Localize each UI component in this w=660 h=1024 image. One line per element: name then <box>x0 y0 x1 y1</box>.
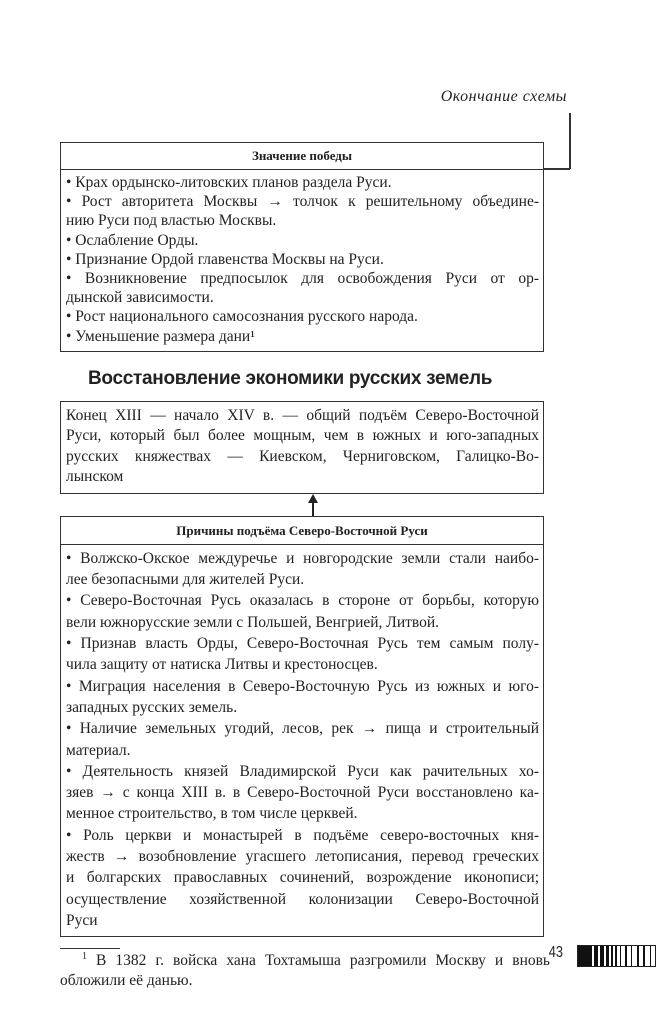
list-item <box>66 590 539 633</box>
list-item <box>66 761 539 825</box>
text-line: • Возникновение предпосылок для освобождения Руси от ор- <box>66 270 539 288</box>
box-title: Причины подъёма Северо-Восточной Руси <box>61 517 543 545</box>
continuation-label: Окончание схемы <box>440 88 567 105</box>
text-line: • Признав власть Орды, Северо-Восточная Русь тем самым полу- <box>66 635 539 653</box>
list-item <box>66 327 539 346</box>
text-line: • Признание Ордой главенства Москвы на Руси. <box>66 250 384 268</box>
list-item <box>66 269 539 307</box>
footnote-rule <box>60 948 120 949</box>
list-item <box>66 633 539 676</box>
text-line: • Ослабление Орды. <box>66 231 199 249</box>
text-line: • Деятельность князей Владимирской Руси как рачительных хо- <box>66 762 539 780</box>
text-line: • Миграция населения в Северо-Восточную Русь из южных и юго- <box>66 677 539 695</box>
text-line: Конец XIII — начало XIV в. — общий подъём Северо-Восточной <box>66 406 539 424</box>
paragraph <box>66 406 539 488</box>
text-line: и болгарских православных сочинений, возрождение иконописи; <box>66 869 539 887</box>
reasons-box <box>60 516 544 937</box>
text-line: • Уменьшение размера дани¹ <box>66 327 255 345</box>
text-line: материал. <box>66 741 131 759</box>
text-line: русских княжествах — Киевском, Черниговском, Галицко-Во- <box>66 447 539 465</box>
page-column <box>60 86 570 991</box>
text-line: вели южнорусские земли с Польшей, Венгрией, Литвой. <box>66 613 440 631</box>
text-line: • Наличие земельных угодий, лесов, рек → пища и строительный <box>66 720 539 738</box>
bar-stripe <box>578 946 592 966</box>
victory-significance-box <box>60 142 544 352</box>
page-thumb-index-bar <box>577 945 656 967</box>
text-line: Руси <box>66 911 98 929</box>
list-item <box>66 173 539 192</box>
arrow-up-icon <box>308 494 318 503</box>
bracket-line <box>544 168 570 170</box>
text-line: • Крах ордынско-литовских планов раздела Руси. <box>66 174 392 191</box>
list-item <box>66 676 539 719</box>
text-line: жеств → возобновление угасшего летописания, перевод греческих <box>66 847 539 865</box>
list-item <box>66 307 539 326</box>
text-line: нию Руси под властью Москвы. <box>66 212 277 230</box>
summary-box <box>60 401 544 494</box>
list-item <box>66 718 539 761</box>
text-line: • Волжско-Окское междуречье и новгородские земли стали наибо- <box>66 549 539 567</box>
text-line: осуществление хозяйственной колонизации Северо-Восточной <box>66 890 539 908</box>
text-line: чила защиту от натиска Литвы и крестоносцев. <box>66 656 378 674</box>
text-line: • Рост авторитета Москвы → толчок к решительному объедине- <box>66 193 539 211</box>
text-line: лынском <box>66 468 124 486</box>
list-item <box>66 231 539 250</box>
text-line: менное строительство, в том числе церквей. <box>66 805 358 823</box>
bar-stripe <box>651 946 655 966</box>
footnote-line: обложили её данью. <box>60 972 193 990</box>
bracket-line <box>569 113 571 169</box>
footnote-line: $^1$ В 1382 г. войска хана Тохтамыша разгромили Москву и вновь <box>82 951 551 970</box>
text-line: лее безопасными для жителей Руси. <box>66 571 305 589</box>
list-item <box>66 192 539 230</box>
list-item <box>66 250 539 269</box>
text-line: • Роль церкви и монастырей в подъёме северо-восточных кня- <box>66 826 539 844</box>
text-line: зяев → с конца XIII в. в Северо-Восточной Руси восстановлено ка- <box>66 784 539 802</box>
box-body <box>61 545 543 936</box>
list-item <box>66 825 539 931</box>
text-line: дынской зависимости. <box>66 289 214 307</box>
footnote-marker: 1 <box>82 951 87 963</box>
box-title: Значение победы <box>61 143 543 170</box>
box-body <box>61 170 543 351</box>
text-line: • Рост национального самосознания русского народа. <box>66 308 418 326</box>
text-line: • Северо-Восточная Русь оказалась в стороне от борьбы, которую <box>66 592 539 610</box>
box-body <box>61 402 543 493</box>
section-heading: Восстановление экономики русских земель <box>88 367 493 389</box>
footnote <box>60 951 550 991</box>
text-line: Руси, который был более мощным, чем в южных и юго-западных <box>66 427 539 445</box>
page-number: 43 <box>548 944 564 961</box>
list-item <box>66 548 539 591</box>
arrow-connector <box>60 494 544 516</box>
text-line: западных русских земель. <box>66 698 238 716</box>
